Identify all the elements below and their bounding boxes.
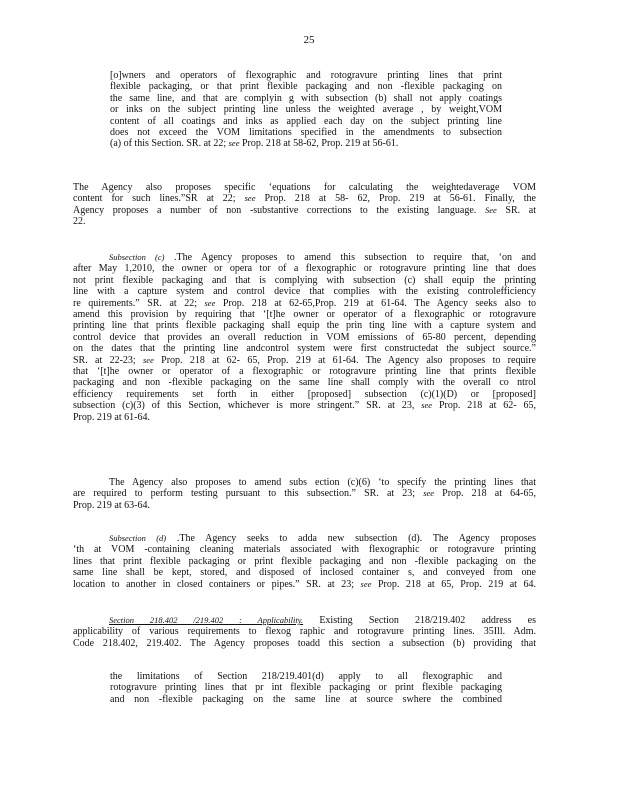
- text-line: does not exceed the VOM limitations specified in the amendments to subsection: [110, 127, 502, 139]
- text-line: (a) of this Section. SR. at 22; see Prop. 218 at 58-62, Prop. 219 at 56-61.: [110, 138, 399, 150]
- text-line: [o]wners and operators of flexographic and rotogravure printing lines that print: [110, 70, 502, 81]
- block-quote-1: [110, 70, 502, 150]
- text-line: The Agency also proposes specific ‘equations for calculating the weightedaverage VOM: [73, 182, 536, 193]
- text-line: flexible packaging, or that print flexible packaging and non -flexible packaging on: [110, 81, 502, 93]
- text-line: SR. at 22-23; see Prop. 218 at 62- 65, Prop. 219 at 61-64. The Agency also proposes to require: [73, 354, 536, 366]
- text-line: after May 1,2010, the owner or opera tor of a flexographic or rotogravure printing line that does: [73, 263, 536, 275]
- text-line: location to another in closed containers or pipes.” SR. at 23; see Prop. 218 at 65, Prop. 219 at 64.: [73, 578, 536, 590]
- text-line: Agency proposes a number of non -substantive corrections to the existing language. See SR. at: [73, 204, 536, 216]
- text-line: applicability of various requirements to flexog raphic and rotogravure printing lines. 35Ill. Adm.: [73, 626, 536, 638]
- text-line: printing line that prints flexible packaging shall equip the prin ting line with a capture system and: [73, 320, 536, 332]
- text-line: rotogravure printing lines that pr int flexible packaging or print flexible packaging: [110, 682, 502, 694]
- text-line: content of all coatings and inks as applied each day on the subject printing line: [110, 115, 502, 127]
- text-line: same line shall be kept, stored, and disposed of inclosed container s, and conveyed from one: [73, 567, 536, 579]
- text-line: Code 218.402, 219.402. The Agency proposes toadd this section a subsection (b) providing that: [73, 637, 536, 649]
- block-quote-2: [110, 671, 502, 705]
- text-line: control device that provides an overall reduction in VOM emissions of 65-80 percent, depending: [73, 331, 536, 343]
- text-line: ‘th at VOM -containing cleaning materials associated with flexographic or rotogravure printing: [73, 544, 536, 556]
- text-line: on the dates that the printing line andcontrol system were first constructedat the subject source.”: [73, 343, 536, 355]
- text-line: are required to perform testing pursuant to this subsection.” SR. at 23; see Prop. 218 at 64-65,: [73, 488, 536, 500]
- subsection-heading: Subsection (c): [109, 252, 165, 262]
- text-line: the limitations of Section 218/219.401(d) apply to all flexographic and: [110, 671, 502, 682]
- text-line: line with a capture system and control device that complies with the existing controlefficiency: [73, 286, 536, 298]
- text-line: the same line, and that are complyin g with subsection (b) shall not apply coatings: [110, 92, 502, 104]
- text-line: not print flexible packaging and that is complying with subsection (c) shall equip the printing: [73, 274, 536, 286]
- text-line: re quirements.” SR. at 22; see Prop. 218 at 62-65,Prop. 219 at 61-64. The Agency seeks also to: [73, 297, 536, 309]
- text-line: Section 218.402 /219.402 : Applicability. Existing Section 218/219.402 address es: [109, 615, 536, 626]
- text-line: Subsection (d) .The Agency seeks to adda new subsection (d). The Agency proposes: [109, 533, 536, 544]
- subsection-heading: Subsection (d): [109, 533, 167, 543]
- text-line: Prop. 219 at 63-64.: [73, 499, 150, 511]
- paragraph-subsection-d: [73, 533, 536, 590]
- text-line: efficiency requirements set forth in either [proposed] subsection (c)(1)(D) or [proposed]: [73, 388, 536, 400]
- text-line: subsection (c)(3) of this Section, whichever is more stringent.” SR. at 23, see Prop. 218 at 62- 65,: [73, 400, 536, 412]
- text-line: content for such lines.”SR at 22; see Prop. 218 at 58- 62, Prop. 219 at 56-61. Finally, the: [73, 193, 536, 205]
- text-line: that ‘[t]he owner or operator of a flexographic or rotogravure printing line that prints flexible: [73, 366, 536, 378]
- text-line: or inks on the subject printing line unless the weighted average , by weight,VOM: [110, 104, 502, 116]
- text-line: 22.: [73, 216, 86, 228]
- paragraph-subsection-c: [73, 252, 536, 423]
- paragraph-applicability: [73, 615, 536, 649]
- paragraph-testing: [73, 477, 536, 511]
- paragraph-equations: [73, 182, 536, 228]
- page-number: 25: [303, 34, 315, 46]
- text-line: Prop. 219 at 61-64.: [73, 411, 150, 423]
- text-line: The Agency also proposes to amend subs ection (c)(6) ‘to specify the printing lines that: [109, 477, 536, 488]
- text-line: and non -flexible packaging on the same line at source swhere the combined: [110, 693, 502, 705]
- section-heading: Section 218.402 /219.402 : Applicability.: [109, 615, 304, 625]
- text-line: amend this provision by requiring that ‘[t]he owner or operator of a flexographic or rotogravure: [73, 309, 536, 321]
- text-line: lines that print flexible packaging or print flexible packaging and non -flexible packaging on the: [73, 555, 536, 567]
- text-line: packaging and non -flexible packaging on the same line shall comply with the overall co ntrol: [73, 377, 536, 389]
- text-line: Subsection (c) .The Agency proposes to amend this subsection to require that, ‘on and: [109, 252, 536, 263]
